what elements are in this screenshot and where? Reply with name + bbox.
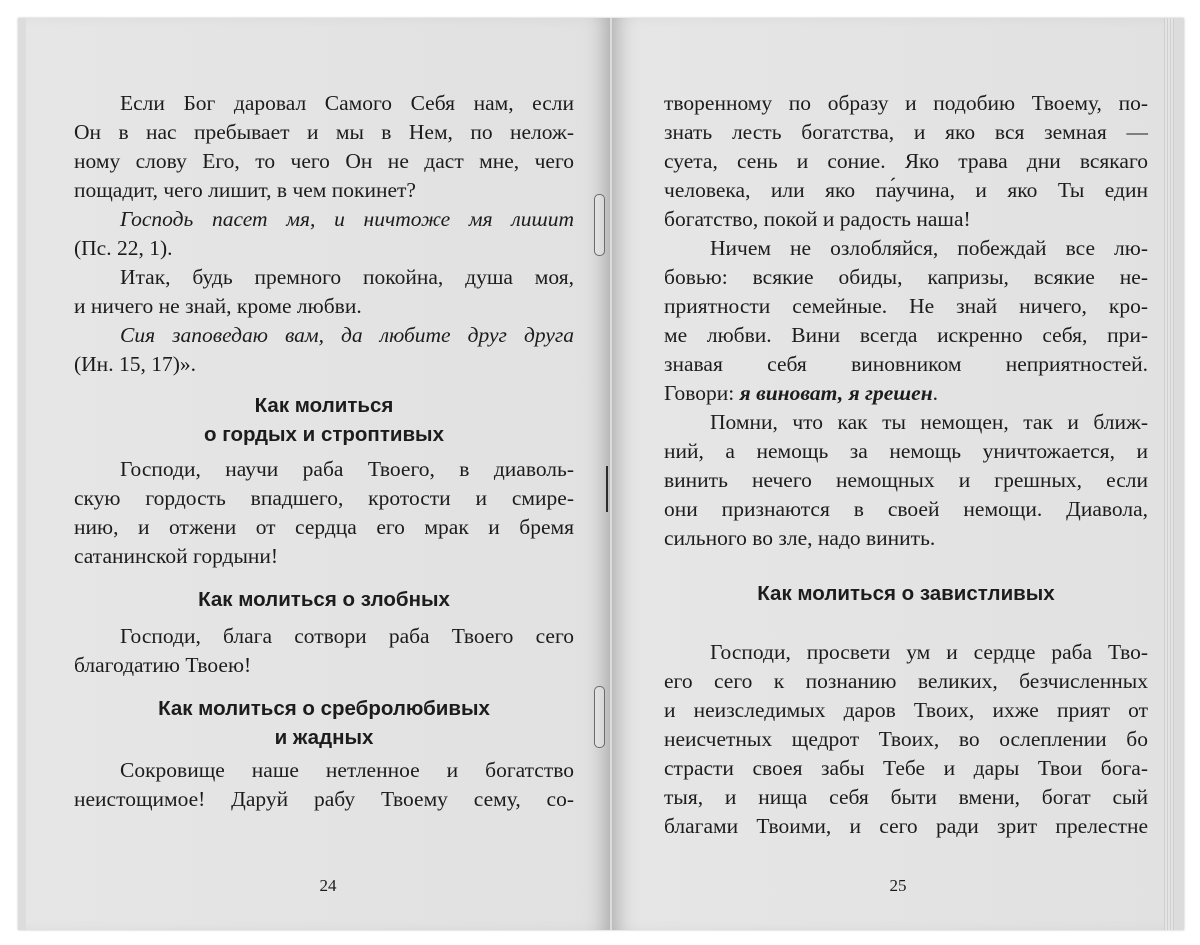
text-line: ме любви. Вини всегда искренно себя, при- xyxy=(664,323,1148,347)
text-line: творенному по образу и подобию Твоему, по- xyxy=(664,91,1148,115)
text-line: и ничего не знай, кроме любви. xyxy=(74,294,362,318)
text-line: приятности семейные. Не знай ничего, кро- xyxy=(664,294,1148,318)
text-fragment: Говори: xyxy=(664,381,740,405)
text-line: благами Твоими, и сего ради зрит прелестне xyxy=(664,814,1148,838)
open-booklet xyxy=(18,18,1184,930)
staple-icon xyxy=(594,194,605,256)
text-line: богатство, покой и радость наша! xyxy=(664,207,971,231)
text-line: сильного во зле, надо винить. xyxy=(664,526,936,550)
text-line: Господи, блага сотвори раба Твоего сего xyxy=(120,624,574,648)
right-page-text xyxy=(664,89,1148,841)
section-heading-greedy xyxy=(74,694,574,752)
page-number: 25 xyxy=(889,876,907,895)
text-line: неисчетных щедрот Твоих, во ослеплении бо xyxy=(664,727,1148,751)
text-line: неистощимое! Даруй рабу Твоему сему, со- xyxy=(74,787,574,811)
text-line xyxy=(664,379,1148,408)
heading-line: Как молиться xyxy=(254,394,394,417)
left-page xyxy=(26,18,610,930)
text-line: Господи, научи раба Твоего, в диаволь- xyxy=(120,457,574,481)
text-line: страсти своея забы Тебе и дары Твои бога- xyxy=(664,756,1148,780)
text-line: благодатию Твоею! xyxy=(74,653,252,677)
scripture-quote: Сия заповедаю вам, да любите друг друга xyxy=(120,323,574,347)
text-line: Господи, просвети ум и сердце раба Тво- xyxy=(710,640,1148,664)
staple-icon xyxy=(594,686,605,748)
section-heading-malicious: Как молиться о злобных xyxy=(198,588,450,611)
right-page xyxy=(612,18,1174,930)
text-line: человека, или яко па́учина, и яко Ты един xyxy=(664,178,1148,202)
section-heading-proud xyxy=(74,391,574,449)
text-line: его сего к познанию великих, безчисленных xyxy=(664,669,1148,693)
text-line: пощадит, чего лишит, в чем покинет? xyxy=(74,178,416,202)
emphasized-phrase: я виноват, я грешен xyxy=(739,381,933,405)
heading-line: Как молиться о сребролюбивых xyxy=(158,697,490,720)
text-line: и неизследимых даров Твоих, ихже прият от xyxy=(664,698,1148,722)
text-line: нию, и отжени от сердца его мрак и бремя xyxy=(74,515,574,539)
text-line: Помни, что как ты немощен, так и ближ- xyxy=(710,410,1148,434)
text-line: Сокровище наше нетленное и богатство xyxy=(120,758,574,782)
scripture-reference: (Пс. 22, 1). xyxy=(74,236,173,260)
text-line: сатанинской гордыни! xyxy=(74,544,279,568)
scripture-reference: (Ин. 15, 17)». xyxy=(74,352,196,376)
page-edges xyxy=(1164,18,1174,930)
text-line: знать лесть богатства, и яко вся земная — xyxy=(664,120,1148,144)
text-line: Итак, будь премного покойна, душа моя, xyxy=(120,265,574,289)
text-line: знавая себя виновником неприятностей. xyxy=(664,352,1148,376)
text-line: Ничем не озлобляйся, побеждай все лю- xyxy=(710,236,1148,260)
text-line: Он в нас пребывает и мы в Нем, по нелож- xyxy=(74,120,574,144)
text-fragment: . xyxy=(932,381,939,405)
text-line: тыя, и нища себя быти вмени, богат сый xyxy=(664,785,1148,809)
text-line: ний, а немощь за немощь уничтожается, и xyxy=(664,439,1148,463)
page-number: 24 xyxy=(319,876,337,895)
section-heading-envious: Как молиться о завистливых xyxy=(757,582,1055,605)
gutter-mark xyxy=(606,466,608,512)
scripture-quote: Господь пасет мя, и ничтоже мя лишит xyxy=(120,207,574,231)
text-line: суета, сень и соние. Яко трава дни всякаго xyxy=(664,149,1148,173)
heading-line: и жадных xyxy=(274,726,374,749)
text-line: бовью: всякие обиды, капризы, всякие не- xyxy=(664,265,1148,289)
left-page-text xyxy=(74,89,574,814)
text-line: Если Бог даровал Самого Себя нам, если xyxy=(120,91,574,115)
text-line: скую гордость впадшего, кротости и смире- xyxy=(74,486,574,510)
heading-line: о гордых и строптивых xyxy=(204,423,444,446)
text-line: ному слову Его, то чего Он не даст мне, чего xyxy=(74,149,574,173)
text-line: они признаются в своей немощи. Диавола, xyxy=(664,497,1148,521)
text-line: винить нечего немощных и грешных, если xyxy=(664,468,1148,492)
